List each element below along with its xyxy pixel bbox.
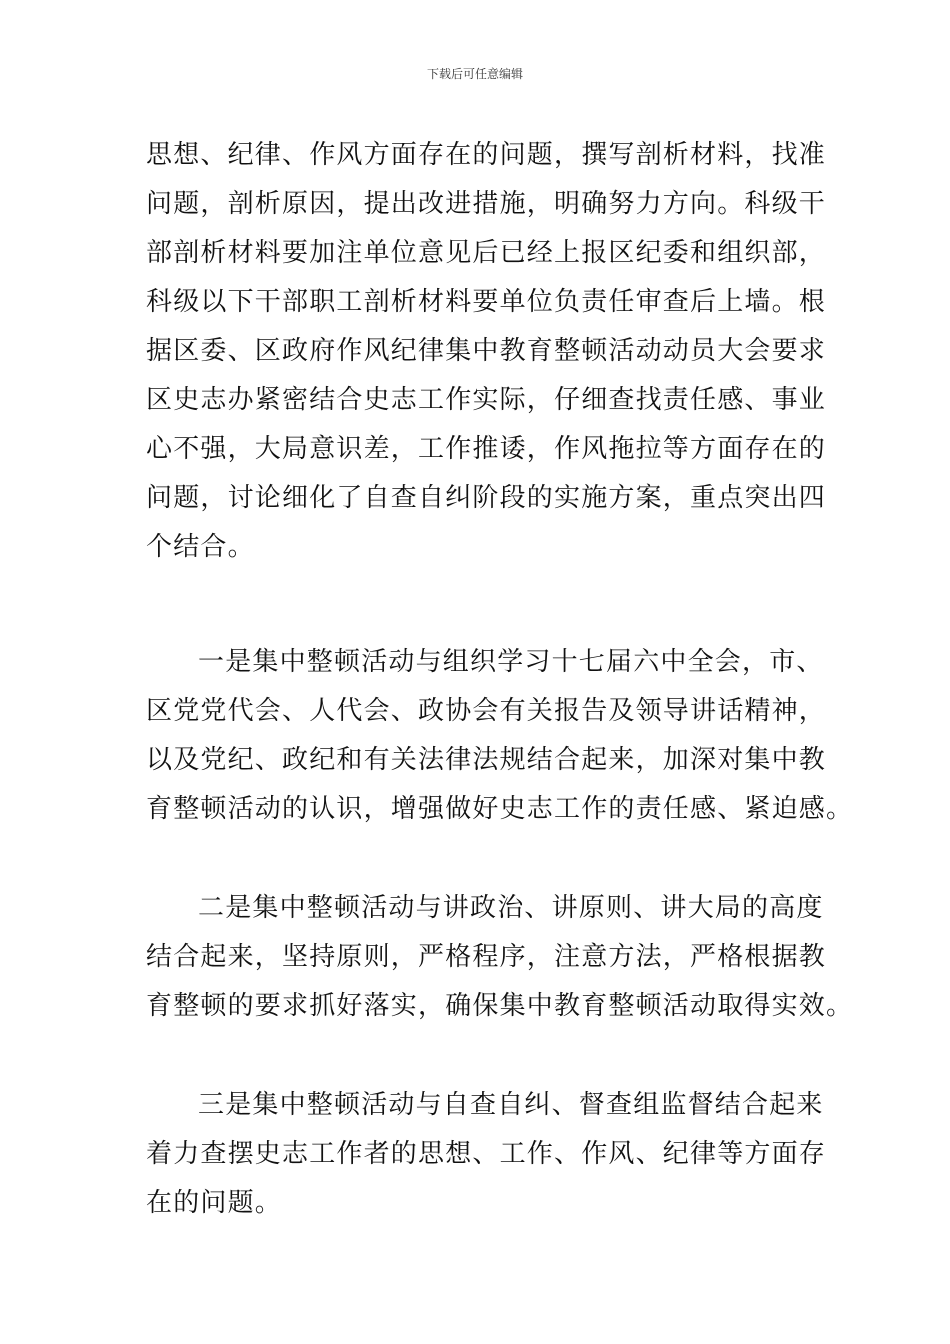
text-line: 部剖析材料要加注单位意见后已经上报区纪委和组织部， <box>146 238 827 268</box>
text-line: 以及党纪、政纪和有关法律法规结合起来，加深对集中教 <box>146 745 827 775</box>
text-line: 育整顿活动的认识，增强做好史志工作的责任感、紧迫感。 <box>146 794 854 824</box>
paragraph-3 <box>146 884 854 1031</box>
text-line: 个结合。 <box>146 532 255 562</box>
text-line: 思想、纪律、作风方面存在的问题，撰写剖析材料，找准 <box>146 140 827 170</box>
paragraph-2 <box>146 638 854 834</box>
paragraph-4 <box>146 1081 827 1228</box>
text-line: 科级以下干部职工剖析材料要单位负责任审查后上墙。根 <box>146 287 827 317</box>
text-line: 三是集中整顿活动与自查自纠、督查组监督结合起来 <box>198 1090 824 1120</box>
text-line: 一是集中整顿活动与组织学习十七届六中全会，市、 <box>198 647 824 677</box>
text-line: 问题，讨论细化了自查自纠阶段的实施方案，重点突出四 <box>146 483 827 513</box>
text-line: 区史志办紧密结合史志工作实际，仔细查找责任感、事业 <box>146 385 827 415</box>
text-line: 育整顿的要求抓好落实，确保集中教育整顿活动取得实效。 <box>146 991 854 1021</box>
page-header: 下载后可任意编辑 <box>426 67 523 81</box>
paragraph-1 <box>146 131 827 572</box>
document-body <box>146 131 854 1228</box>
text-line: 区党党代会、人代会、政协会有关报告及领导讲话精神， <box>146 696 827 726</box>
text-line: 着力查摆史志工作者的思想、工作、作风、纪律等方面存 <box>146 1139 827 1169</box>
text-line: 心不强，大局意识差，工作推诿，作风拖拉等方面存在的 <box>146 434 827 464</box>
text-line: 问题，剖析原因，提出改进措施，明确努力方向。科级干 <box>146 189 827 219</box>
text-line: 结合起来，坚持原则，严格程序，注意方法，严格根据教 <box>146 942 827 972</box>
text-line: 据区委、区政府作风纪律集中教育整顿活动动员大会要求 <box>146 336 827 366</box>
text-line: 二是集中整顿活动与讲政治、讲原则、讲大局的高度 <box>198 893 824 923</box>
text-line: 在的问题。 <box>146 1188 283 1218</box>
